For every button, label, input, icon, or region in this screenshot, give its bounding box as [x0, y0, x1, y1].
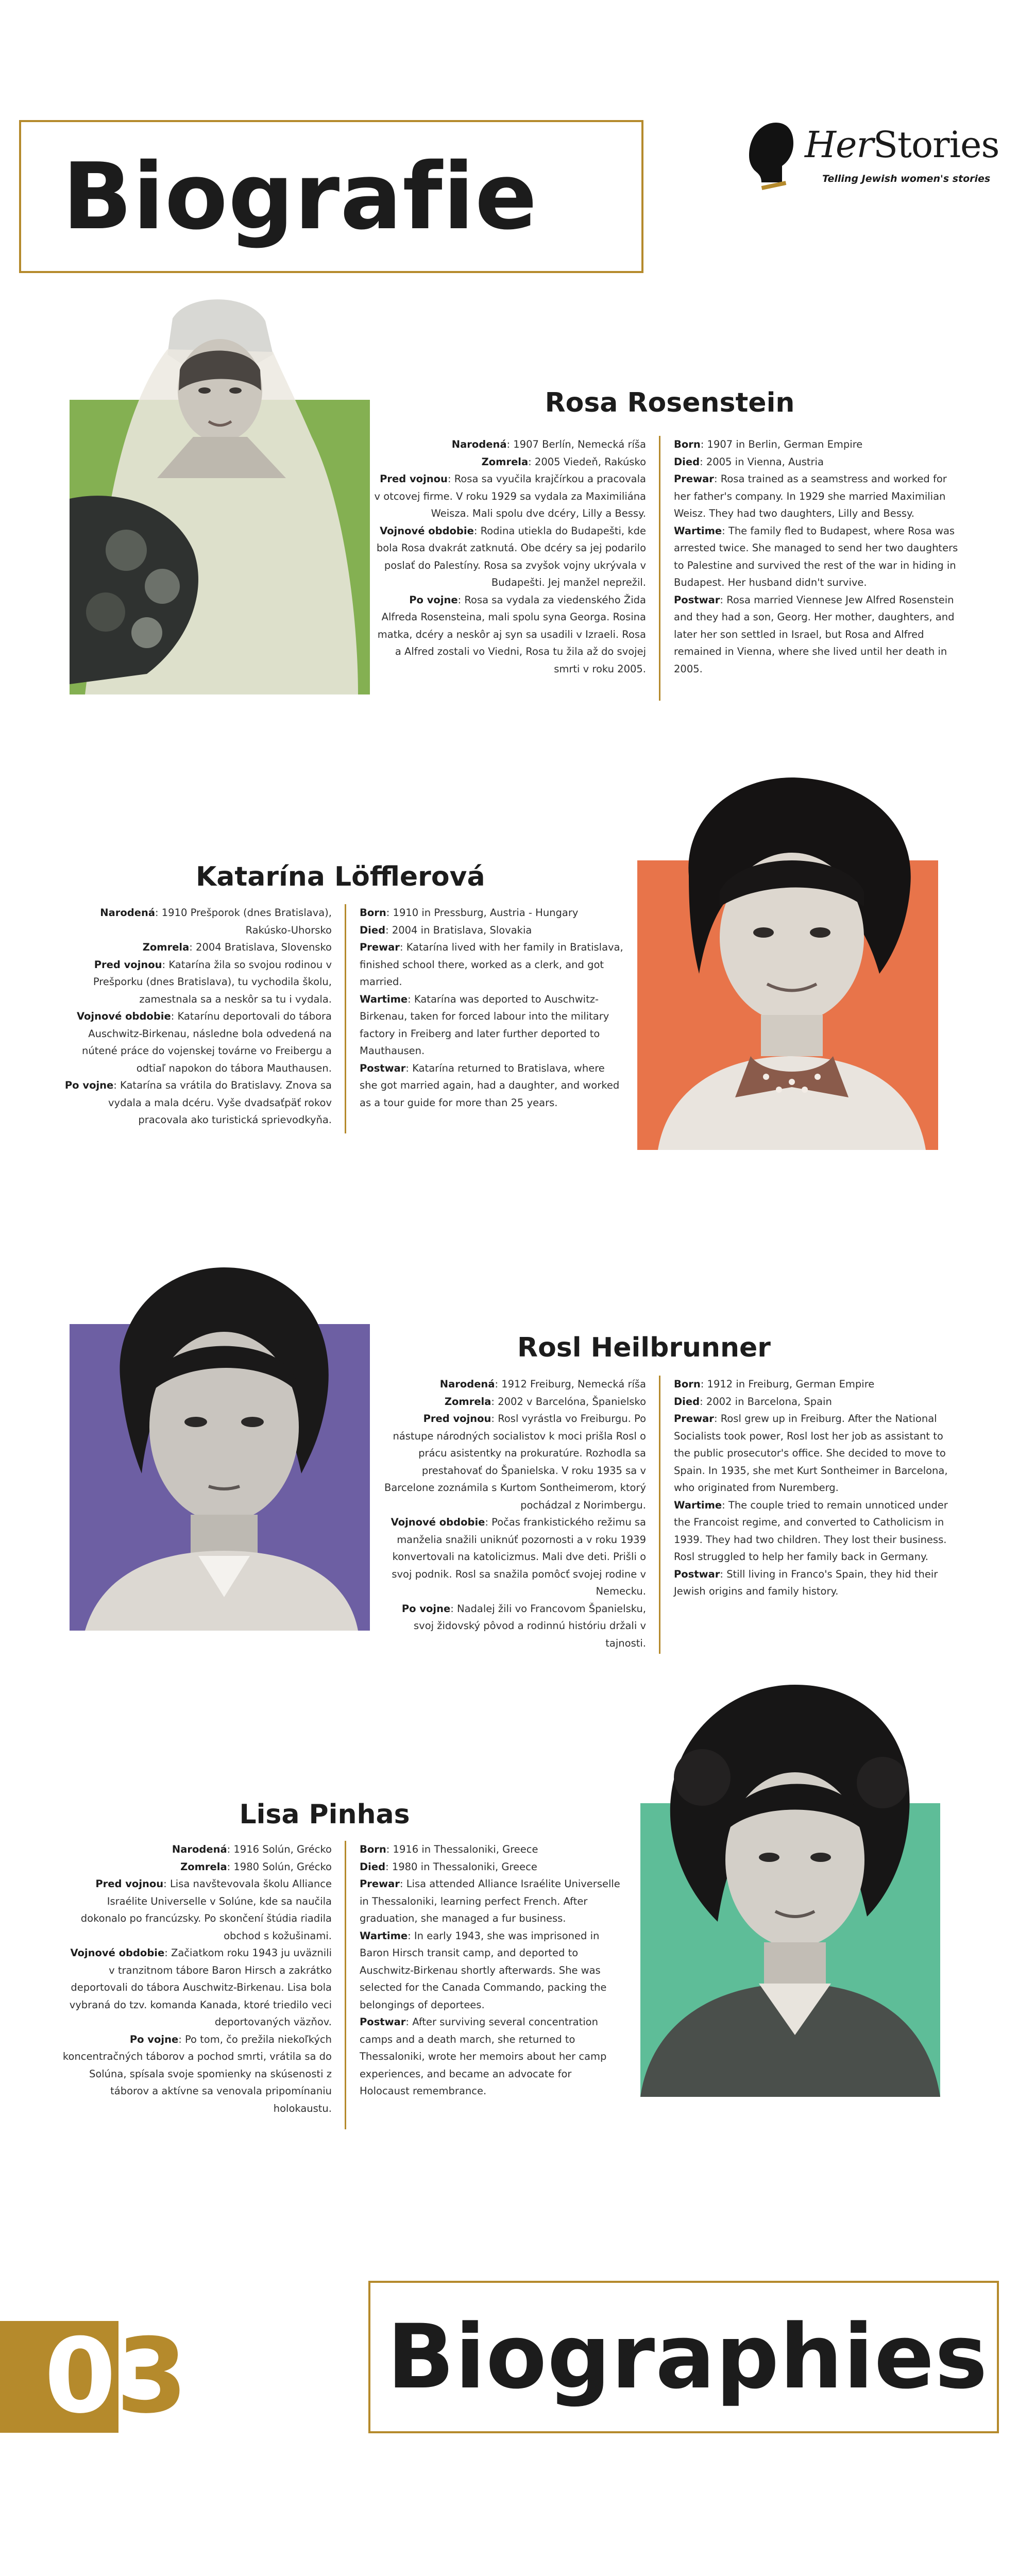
label: Vojnové obdobie: [77, 1010, 171, 1022]
portrait-photo: [70, 282, 370, 694]
label: Prewar: [674, 1413, 714, 1425]
value: : Rosa trained as a seamstress and worked for her father's company. In 1929 she married Maximilian Weisz. They had two daughters, Lilly and Bessy.: [674, 473, 947, 519]
bio-text-slovak: [62, 1841, 345, 2117]
label: Po vojne: [401, 1602, 451, 1615]
label: Died: [674, 1395, 700, 1408]
label: Wartime: [360, 1929, 408, 1942]
portrait-photo: [640, 1674, 940, 2097]
label: Zomrela: [444, 1395, 491, 1408]
en-died: [360, 1858, 624, 1876]
label: Wartime: [674, 1499, 722, 1511]
en-postwar: [674, 591, 959, 678]
page-title: Biografie: [62, 143, 538, 250]
sk-born: [62, 904, 332, 939]
en-prewar: [674, 1410, 959, 1497]
label: Born: [674, 438, 701, 450]
bio-text-slovak: [371, 436, 659, 677]
value: : 2004 in Bratislava, Slovakia: [385, 924, 532, 936]
en-born: [674, 1376, 959, 1393]
value: : 1980 Solún, Grécko: [227, 1860, 332, 1873]
sk-prewar: [371, 470, 646, 522]
label: Pred vojnou: [95, 1878, 164, 1890]
value: : Nadalej žili vo Francovom Španielsku, svoj židovský pôvod a rodinnú históriu držali v tajnosti.: [414, 1602, 646, 1649]
value: : Rosl grew up in Freiburg. After the National Socialists took power, Rosl lost her job as assistant to the public prosecutor's office. She decided to move to Spain. In 1935, she met Kurt Sontheimer in Barcelona, who originated from Nuremberg.: [674, 1413, 948, 1494]
value: : Katarína lived with her family in Bratislava, finished school there, worked as a clerk, and got married.: [360, 941, 623, 988]
en-died: [674, 453, 959, 471]
en-died: [674, 1393, 959, 1411]
label: Zomrela: [481, 455, 529, 468]
label: Wartime: [360, 993, 408, 1005]
herstories-logo-icon: [744, 120, 794, 192]
sk-wartime: [381, 1514, 646, 1600]
sk-postwar: [371, 591, 646, 678]
sk-died: [62, 1858, 332, 1876]
sk-postwar: [381, 1600, 646, 1652]
value: : 2002 in Barcelona, Spain: [700, 1395, 832, 1408]
sk-wartime: [371, 522, 646, 591]
value: : Rosa married Viennese Jew Alfred Rosenstein and they had a son, Georg. Her mother, daughters, and later her son settled in Israel, but Rosa and Alfred remained in Vienna, where she lived until her death in 2005.: [674, 594, 955, 675]
en-prewar: [360, 1875, 624, 1927]
value: : Still living in Franco's Spain, they hid their Jewish origins and family history.: [674, 1568, 938, 1597]
value: : 2005 in Vienna, Austria: [700, 455, 824, 468]
portrait-photo: [70, 1257, 370, 1631]
value: : 1912 Freiburg, Nemecká ríša: [495, 1378, 646, 1390]
value: : Katarínu deportovali do tábora Auschwitz-Birkenau, následne bola odvedená na nútené práce do vojenskej továrne vo Freibergu a odtiaľ napokon do tábora Mauthausen.: [82, 1010, 332, 1074]
label: Po vojne: [129, 2033, 179, 2045]
bio-text-english: [660, 436, 959, 677]
bio-text-english: [346, 904, 624, 1111]
label: Prewar: [360, 941, 400, 953]
label: Postwar: [674, 594, 720, 606]
sk-postwar: [62, 1077, 332, 1129]
bio-text-slovak: [381, 1376, 659, 1652]
label: Pred vojnou: [94, 958, 162, 971]
label: Born: [360, 1843, 386, 1855]
sk-died: [371, 453, 646, 471]
portrait-photo: [637, 768, 938, 1150]
sk-born: [371, 436, 646, 453]
bio-text-slovak: [62, 904, 345, 1129]
en-wartime: [360, 1927, 624, 2014]
section-number-second: 3: [116, 2316, 188, 2436]
footer-title: Biographies: [387, 2305, 988, 2409]
sk-born: [62, 1841, 332, 1858]
value: : After surviving several concentration camps and a death march, she returned to Thessaloniki, wrote her memoirs about her camp experiences, and became an advocate for Holocaust remembrance.: [360, 2016, 607, 2097]
label: Po vojne: [409, 594, 458, 606]
value: : Rosa sa vyučila krajčírkou a pracovala v otcovej firme. V roku 1929 sa vydala za Maximiliána Weisza. Mali spolu dve dcéry, Lilly a Bessy.: [374, 473, 646, 519]
logo-stories: Stories: [873, 124, 999, 166]
label: Prewar: [674, 473, 714, 485]
label: Postwar: [674, 1568, 720, 1580]
value: : Katarína returned to Bratislava, where she got married again, had a daughter, and worked as a tour guide for more than 25 years.: [360, 1062, 620, 1109]
en-prewar: [360, 939, 624, 991]
bio-text-english: [346, 1841, 624, 2100]
en-born: [360, 1841, 624, 1858]
sk-prewar: [62, 1875, 332, 1944]
sk-died: [62, 939, 332, 956]
label: Narodená: [439, 1378, 495, 1390]
label: Vojnové obdobie: [380, 524, 474, 537]
sk-prewar: [381, 1410, 646, 1514]
bio-name: Rosl Heilbrunner: [517, 1332, 771, 1363]
label: Pred vojnou: [380, 473, 448, 485]
bio-name: Lisa Pinhas: [239, 1799, 410, 1830]
en-postwar: [360, 2013, 624, 2100]
value: : Rosl vyrástla vo Freiburgu. Po nástupe národných socialistov k moci prišla Rosl o prácu asistentky na prokuratúre. Rozhodla sa prestahovať do Španielska. V roku 1935 sa v Barcelone zoznámila s Kurtom Sontheimerom, ktorý pochádzal z Norimbergu.: [384, 1413, 646, 1511]
en-postwar: [674, 1566, 959, 1600]
sk-wartime: [62, 1944, 332, 2031]
section-number: [44, 2312, 188, 2441]
value: : Začiatkom roku 1943 ju uväznili v tranzitnom tábore Baron Hirsch a zakrátko deportovali do tábora Auschwitz-Birkenau. Lisa bola vybraná do tzv. komanda Kanada, ktoré triedilo veci deportovaných väzňov.: [69, 1947, 332, 2028]
logo-tagline: Telling Jewish women's stories: [822, 173, 991, 184]
value: : 1907 Berlín, Nemecká ríša: [506, 438, 646, 450]
value: : Katarína was deported to Auschwitz-Birkenau, taken for forced labour into the military factory in Freiberg and later further deported to Mauthausen.: [360, 993, 609, 1057]
label: Vojnové obdobie: [391, 1516, 485, 1528]
label: Pred vojnou: [423, 1413, 491, 1425]
label: Born: [674, 1378, 701, 1390]
label: Postwar: [360, 1062, 406, 1074]
value: : Lisa attended Alliance Israélite Universelle in Thessaloniki, learning perfect French. After graduation, she managed a fur business.: [360, 1878, 620, 1924]
value: : 1916 Solún, Grécko: [227, 1843, 332, 1855]
value: : 1910 Prešporok (dnes Bratislava), Rakúsko-Uhorsko: [155, 907, 332, 936]
value: : 1916 in Thessaloniki, Greece: [386, 1843, 538, 1855]
value: : 1907 in Berlin, German Empire: [700, 438, 863, 450]
value: : Rosa sa vydala za viedenského Žida Alfreda Rosensteina, mali spolu syna Georga. Rosina matka, dcéry a neskôr aj syn sa usadili v Izraeli. Rosa a Alfred zostali vo Viedni, Rosa tu žila až do svojej smrti v roku 2005.: [377, 594, 646, 675]
value: : Počas frankistického režimu sa manželia snažili uniknúť pozornosti a v roku 1939 konvertovali na katolicizmus. Mali dve deti. Prišli o svoj podnik. Rosl sa snažila pomôcť svojej rodine v Nemecku.: [392, 1516, 646, 1597]
logo-wordmark: [805, 124, 999, 166]
label: Narodená: [100, 907, 155, 919]
label: Vojnové obdobie: [70, 1947, 165, 1959]
value: : Po tom, čo prežila niekoľkých koncentračných táborov a pochod smrti, vrátila sa do Solúna, spísala svoje spomienky na skúsenosti z táborov a aktívne sa venovala pripomínaniu holokaustu.: [62, 2033, 332, 2114]
value: : Katarína sa vrátila do Bratislavy. Znova sa vydala a mala dcéru. Vyše dvadsaťpäť rokov pracovala ako turistická sprievodkyňa.: [108, 1079, 332, 1126]
label: Died: [360, 1860, 386, 1873]
bio-name: Katarína Löfflerová: [196, 861, 485, 892]
logo-her: Her: [805, 124, 873, 166]
footer-title-box: [368, 2281, 999, 2433]
label: Narodená: [172, 1843, 227, 1855]
sk-wartime: [62, 1008, 332, 1077]
value: : Rodina utiekla do Budapešti, kde bola Rosa dvakrát zatknutá. Obe dcéry sa jej podarilo poslať do Palestíny. Rosa sa zvyšok vojny ukrývala v Budapešti. Jej manžel neprežil.: [376, 524, 646, 588]
en-wartime: [674, 1497, 959, 1566]
sk-prewar: [62, 956, 332, 1008]
value: : 1910 in Pressburg, Austria - Hungary: [386, 907, 579, 919]
sk-postwar: [62, 2031, 332, 2117]
label: Died: [674, 455, 700, 468]
label: Po vojne: [64, 1079, 114, 1091]
label: Zomrela: [180, 1860, 227, 1873]
value: : 2005 Viedeň, Rakúsko: [528, 455, 646, 468]
label: Narodená: [451, 438, 507, 450]
value: : 1980 in Thessaloniki, Greece: [385, 1860, 537, 1873]
value: : The family fled to Budapest, where Rosa was arrested twice. She managed to send her two daughters to Palestine and survived the rest of the war in hiding in Budapest. Her husband didn't survive.: [674, 524, 958, 588]
value: : Katarína žila so svojou rodinou v Prešporku (dnes Bratislava), tu vychodila školu, zamestnala sa a neskôr sa tu i vydala.: [93, 958, 332, 1005]
label: Zomrela: [142, 941, 190, 953]
sk-born: [381, 1376, 646, 1393]
label: Died: [360, 924, 386, 936]
en-died: [360, 922, 624, 939]
label: Born: [360, 907, 386, 919]
en-postwar: [360, 1060, 624, 1112]
bio-name: Rosa Rosenstein: [545, 387, 795, 418]
value: : 2002 v Barcelóna, Španielsko: [491, 1395, 646, 1408]
header-title-box: [19, 120, 643, 273]
en-prewar: [674, 470, 959, 522]
value: : 2004 Bratislava, Slovensko: [189, 941, 332, 953]
label: Wartime: [674, 524, 722, 537]
bio-text-english: [660, 1376, 959, 1600]
en-wartime: [360, 991, 624, 1060]
en-born: [674, 436, 959, 453]
en-born: [360, 904, 624, 922]
value: : The couple tried to remain unnoticed under the Francoist regime, and converted to Catholicism in 1939. They had two children. They lost their business. Rosl struggled to help her family back in Germany.: [674, 1499, 948, 1563]
value: : Lisa navštevovala školu Alliance Israélite Universelle v Solúne, kde sa naučila dokonalo po francúzsky. Po skončení štúdia riadila obchod s kožušinami.: [80, 1878, 332, 1942]
label: Postwar: [360, 2016, 406, 2028]
value: : In early 1943, she was imprisoned in Baron Hirsch transit camp, and deported to Auschwitz-Birkenau shortly afterwards. She was selected for the Canada Commando, packing the belongings of deportees.: [360, 1929, 607, 2011]
en-wartime: [674, 522, 959, 591]
value: : 1912 in Freiburg, German Empire: [700, 1378, 875, 1390]
section-number-first: 0: [44, 2316, 116, 2436]
sk-died: [381, 1393, 646, 1411]
label: Prewar: [360, 1878, 400, 1890]
